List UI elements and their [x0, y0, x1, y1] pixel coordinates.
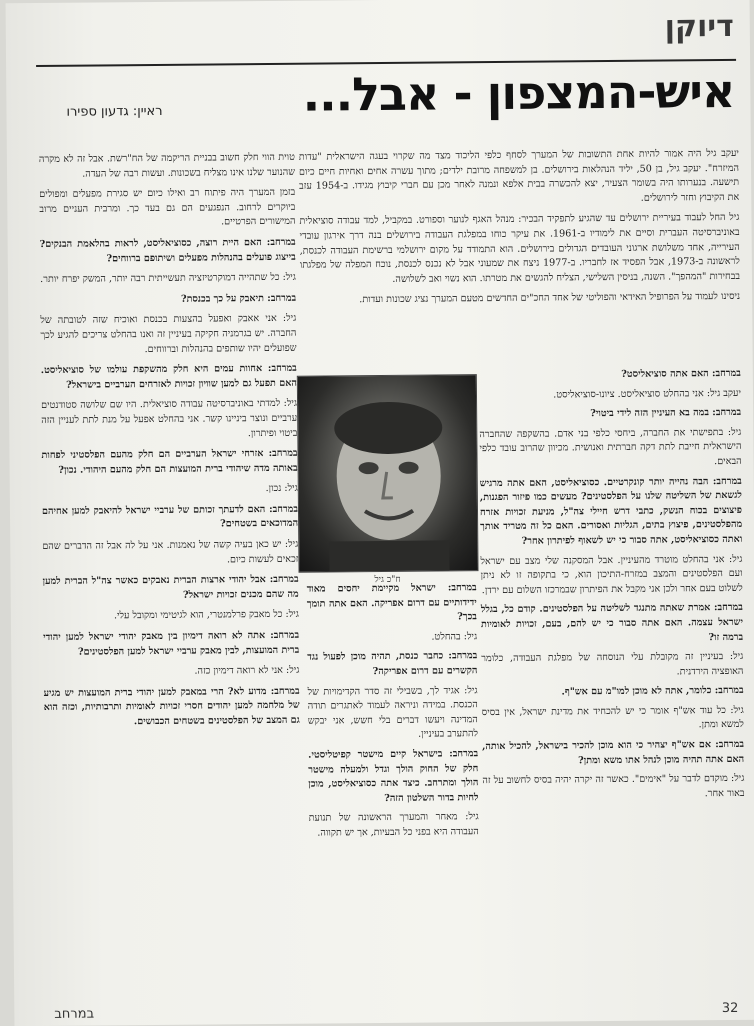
answer: גיל: אני לא רואה דימיון כזה. [194, 664, 300, 677]
question: במרחב: אתה לא רואה דימיון בין מאבק יהודי ישראל למען יהודי ברית המועצות, לבין מאבק ערביי ישראל למען הפלסטינים? [43, 629, 300, 658]
answer: בזמן המערך היה פיתוח רב ואילו כיום יש סגירת מפעלים ומפולים ביוקרים לרחוב. הנפגעים הם גם בעד כך. ומרבית העניים מרוב המישורים הפרטיים. [39, 186, 296, 228]
answer: יעקב גיל: אני בהחלט סוציאליסט. ציונו-סוציאליסט. [553, 387, 742, 401]
answer: גיל: אני אאבק ואפעל בהצעות בכנסת ואוכיח שזה לטובתה של החברה. יש בגרמניה חקיקה בעיניין זה ואנו בהחלט צריכים להגיע לכך שפועלים יהיו שותפים בהנהלות וברווחים. [40, 313, 297, 355]
answer: גיל: אני בהחלט מוטרד מהעיניין. אבל המסקנה שלי מצב עם ישראל ועם הפלסטינים והמצב במזרח-התיכון הוא, כי בתקופה זו לא ניתן לשלוט בעם אחר ולכן אני מקבל את הפיתרון שבמרכזו השלום עם ירדן. [480, 553, 743, 596]
answer: גיל: כל מאבק פרלמנטרי, הוא לגיטימי ומקובל עלי. [113, 609, 299, 622]
interview-column-left [39, 151, 300, 737]
question: במרחב: האם לדעתך זכותם של ערביי ישראל להיאבק למען אחיהם המדוכאים בשטחים? [41, 503, 299, 530]
answer: גיל: למדתי באוניברסיטה עבודה סוציאלית. היו שם שלושה סטודנטים ערביים ונוצר ביניינו קשר. אני בהחלט אפעל על מנת לתת לעניין הזה ביטוי ופיתרון. [41, 398, 298, 439]
question: במרחב: אמרת שאתה מתנגד לשליטה על הפלסטינים. קודם כל, בגלל ישראל עצמה. האם אתה סבור כי יש להם, בעם, זכויות לאומיות ברמה זו? [480, 602, 744, 643]
question: במרחב: כחבר כנסת, תהיה מוכן לפעול נגד הקשרים עם דרום אפריקה? [307, 650, 478, 678]
answer: גיל: אגיד לך, בשבילי זה סדר הקדימויות של הכנסת. במידה וניראה לעמוד לאתגרים תודה המדינה ויעשו דברים בלי חשש, אני יבקש להתערב בעיניין. [307, 684, 478, 741]
intro-paragraph: יעקב גיל היה אמור להיות אחת התשובות של המערך לסחף כלפי הליכוד מצד מה שקרוי בעגה הישראלית "עדות המיזרח". יעקב גיל, בן 50, יליד הנהלאות בירושלים. בן למשפחה מרובת ילדים; מתוך עשרה אחים ואחיות חיים כיום תישעה. בנערותו היה בשומר הצעיר, יצא להכשרה בבית אלפא ונמנה לאחר מכן עם חברי קיבוץ מגידו. ב-1954 עזב את הקיבוץ וחזר לירושלים. [298, 147, 740, 204]
question: במרחב: תיאבק על כך בכנסת? [180, 292, 297, 305]
question: במרחב: אחוות עמים היא חלק מהשקפת עולמו של סוציאליסט. האם תפעל גם למען שוויון זכויות לאזרחים הערביים בישראל? [40, 362, 297, 391]
portrait-photo [297, 374, 479, 573]
intro-paragraph: גיל החל לעבוד בעיריית ירושלים עד שהגיע לתפקיד הבכיר: מנהל האגף לנוער וספורט. במקביל, למד עבודה סוציאלית באוניברסיטה העברית וסיים את לימודיו ב-1961. את עיקר כוחו במפלגת העבודה בירושלים בנה דרך אירגון עובדי העירייה, אחד משלושת ארגוני העובדים הגדולים בירושלים. הוא התמודד על מקום ירושלמי ברשימת העבודה לכנסת, לראשונה ב-1973, אבל הפסיד אז לחבריו. ב-1977 ניצח את שמעוני אבל לא נכנס לכנסת, נוכח המפלה של מפלגתו בבחירות "המהפך". השנה, בניסין השלישי, הצליח להגשים את מטרתו. הוא נשוי ואב לשלושה. [299, 212, 741, 285]
question: במרחב: אם אש"ף יצהיר כי הוא מוכן להכיר בישראל, להכיל אותה, האם אתה תהיה מוכן לנהל אתו משא ומתן? [482, 738, 745, 766]
answer: גיל: בתפישתי את החברה, ביחסי כלפי בני אדם. בהשקפה שהחברה הישראלית חייבת לתת דקה חברתית ואנושית. מכיוון שהרוב עובד כלפי הבאים. [479, 426, 742, 468]
question: במרחב: האם אתה סוציאליסט? [621, 367, 741, 380]
section-rubric: דיוקן [664, 8, 734, 45]
answer: גיל: כל שתהייה דמוקרטיזציה תעשייתית רבה יותר, המשק יפרח יותר. [40, 271, 297, 286]
photo-caption: ח"כ גיל [374, 574, 401, 586]
question: במרחב: אזרחי ישראל הערביים הם חלק מהעם הפלסטיני לפחות באותה מדה שיהודי ברית המועצות הם חלק מהעם היהודי. נכון? [41, 447, 298, 476]
question: במרחב: האם היית רוצה, כסוציאליסט, לראות בהלאמת הבנקים? בייצוג פועלים בהנהלות מפעלים ושיתופם ברווחים? [39, 236, 296, 264]
answer: גיל: מוקדם לדבר על "אימים". כאשר זה יקרה יהיה בסיס לחשוב על זה באור אחר. [482, 773, 745, 800]
answer: גיל: יש כאן בעיה קשה של נאמנות. אני על לה אבל זה הדברים שהם זכאים לעשות כיום. [42, 538, 299, 566]
question: במרחב: כלומר, אתה לא מוכן למו"מ עם אש"ף. [561, 685, 744, 698]
question: במרחב: הבה נהייה יותר קונקרטיים. כסוציאליסט, האם אתה מרגיש לגשאת של השליטה שלנו על הפלסטינים? מעשים כמו פיזור הפגנות, פיצוצים בכוח הנשק, כתבי דרש חיילי צה"ל, מניעת זכויות אזרח מהפלסטינים, פיצוץ בתים, הגליות ואסורים. האם כל זה מטריד אותך ואתה כסוציאליסט, אתה סבור כי יש לשאוף לפיתרון אחר? [479, 475, 743, 547]
magazine-name: במרחב [54, 1006, 95, 1022]
article-headline: איש-המצפון - אבל... [302, 63, 735, 122]
intro-paragraph: ניסינו לעמוד על הפרופיל האידאי והפוליטי של אחד החכ"ים החדשים מטעם המערך נציג שכונות ועדות. [359, 291, 741, 306]
answer: גיל: בהחלט. [431, 630, 478, 643]
answer: גיל: בעיניין זה מקובלת עלי הנוסחה של מפלגת העבודה, כלומר האופציה הירדנית. [481, 650, 744, 678]
question: במרחב: אבל יהודי ארצות הברית נאבקים כאשר צה"ל הברית למען מה שהם מכנים זכויות ישראל? [42, 573, 299, 601]
answer: גיל: מאחר והמערך הראשונה של תנועת העבודה היא בפני כל הבעיות, אך יש תקווה. [308, 811, 479, 839]
question: במרחב: ישראל מקיימת יחסים מאוד ידידותיים עם דרום אפריקה. האם אתה תומך בכך? [306, 582, 477, 623]
portrait-image [298, 375, 478, 572]
interview-column-middle [307, 581, 479, 846]
magazine-page [6, 0, 754, 1026]
answer: טוית הווי חלק חשוב בבניית הריקמה של הח"רשת. אבל זה לא מקרה שהנוער שלנו אינו מצליח בשכונות. ועשות רבה של העדה. [38, 151, 296, 180]
question: במרחב: בישראל קיים מישטר קפיטליסטי. חלק של החוק הולך וגדל ולמעלה מישטר הולך ומתרחב. כיצד אתה כסוציאליסט, מוכן לחיות בדור השלטון הזה? [308, 748, 479, 804]
interview-column-right [479, 367, 745, 809]
answer: גיל: נכון. [265, 483, 298, 495]
answer: גיל: כל עוד אש"ף אומר כי יש להכחיד את מדינת ישראל, אין בסיס למשא ומתן. [481, 704, 744, 731]
page-number: 32 [721, 1000, 739, 1017]
byline: ראיין: גדעון ספירו [66, 103, 163, 120]
question: במרחב: מדוע לא? הרי במאבק למען יהודי ברית המועצות יש מגיע של מלחמה למען יהודים חסרי זכויות לאומיות ותרבותיות, וכזה הוא גם המצב של הפלסטינים בשטחים הכבושים. [43, 685, 300, 728]
question: במרחב: במה בא העיניין הזה לידי ביטוי? [590, 407, 742, 420]
intro-text [299, 147, 740, 315]
